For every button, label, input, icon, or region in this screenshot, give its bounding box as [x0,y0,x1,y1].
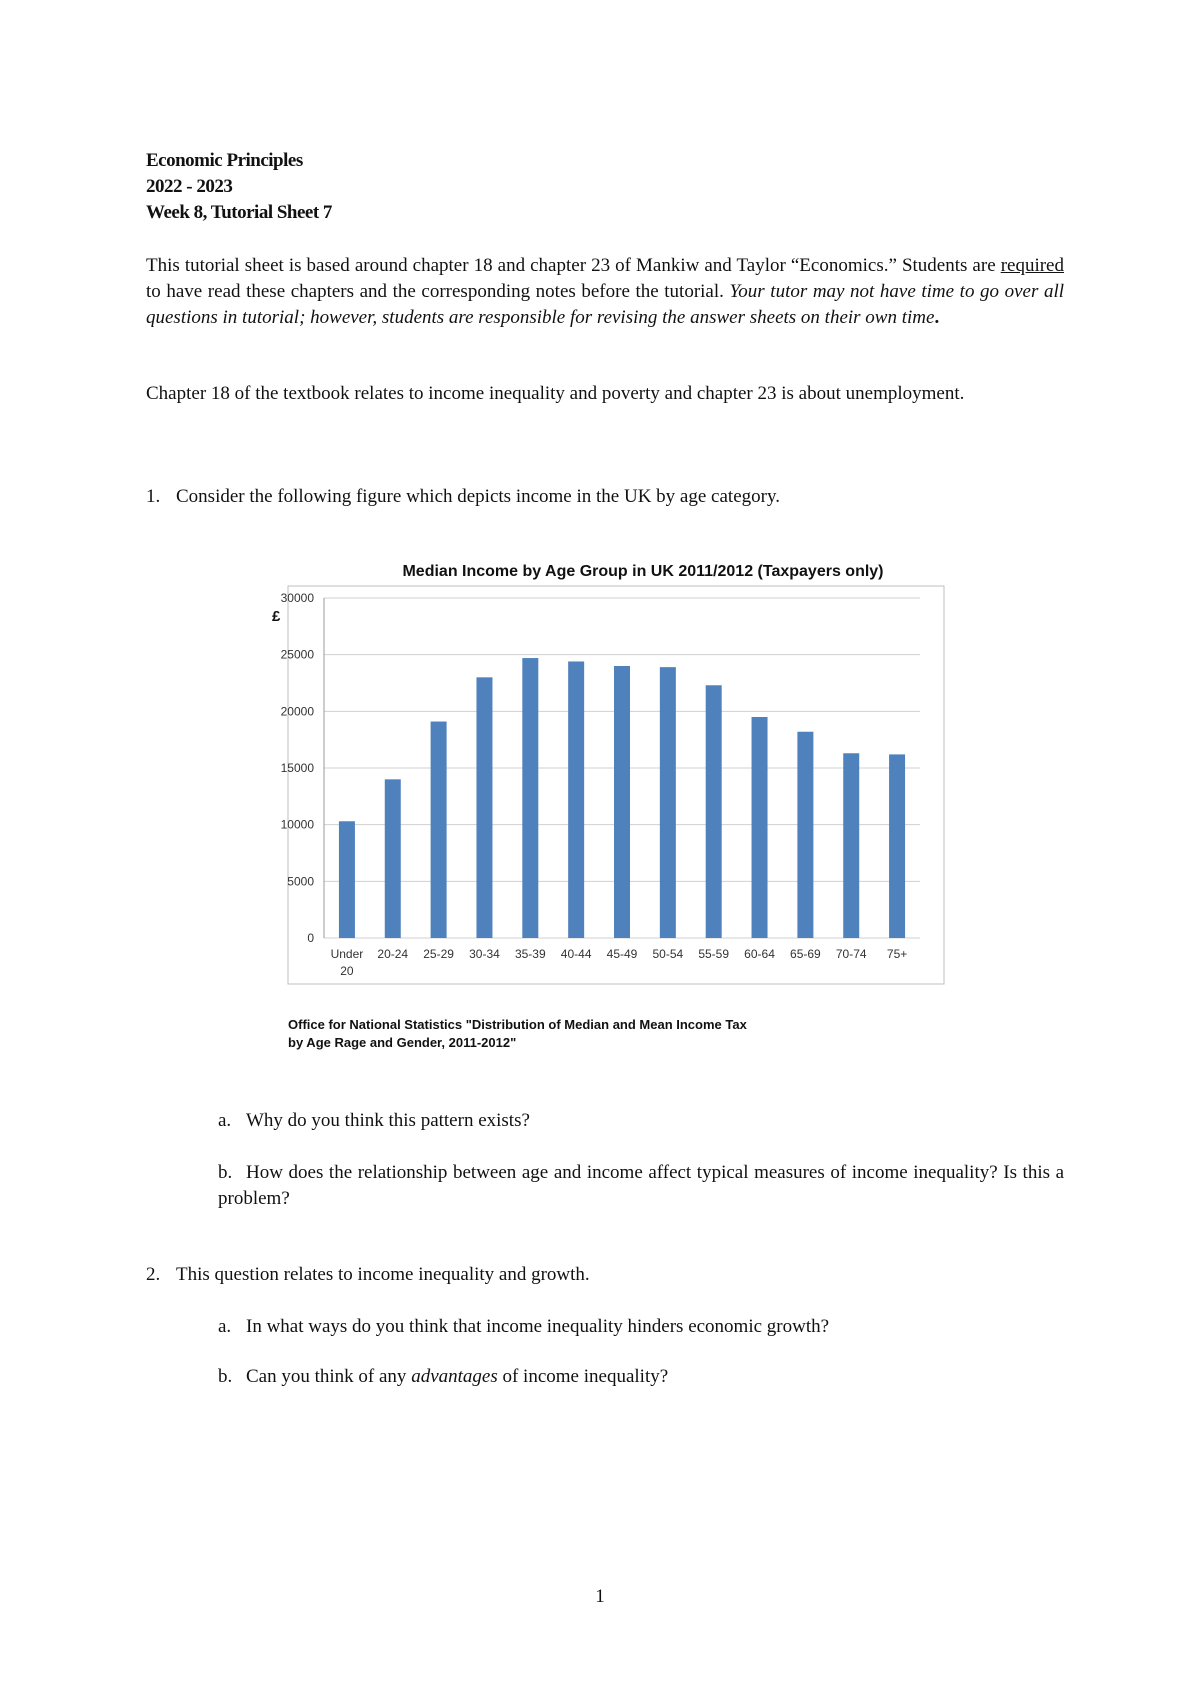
x-tick-label: 70-74 [835,947,867,961]
x-tick-label: 60-64 [744,947,775,961]
question-1b-label: b. [218,1162,233,1183]
question-2b-italic: advantages [411,1366,498,1387]
question-1-number: 1. [146,486,161,507]
chart-source-line-1: Office for National Statistics "Distribution of Median and Mean Income Tax [288,1017,747,1032]
question-1-text: Consider the following figure which depicts income in the UK by age category. [176,486,780,507]
page-number: 1 [595,1586,605,1607]
chart-title: Median Income by Age Group in UK 2011/2012 (Taxpayers only) [402,563,884,580]
bar-30-34 [476,677,492,938]
chapter-paragraph: Chapter 18 of the textbook relates to income inequality and poverty and chapter 23 is about unemployment. [146,383,965,404]
y-tick-label: 15000 [280,761,314,775]
x-tick-label: 75+ [886,947,908,961]
intro-text-b: to have read these chapters and the corresponding notes before the tutorial. [146,281,730,302]
question-1a-text: Why do you think this pattern exists? [246,1110,530,1131]
bar-20-24 [385,779,401,938]
question-2b [218,1364,1064,1390]
y-tick-label: 20000 [280,704,314,719]
question-1a-label: a. [218,1110,232,1131]
required-word: required [1000,255,1064,276]
bar-35-39 [522,658,538,938]
x-tick-label: 40-44 [560,947,592,961]
question-2b-label: b. [218,1366,233,1387]
x-tick-label: Under [330,947,364,961]
bar-55-59 [706,685,722,938]
chart-source-line-2: by Age Rage and Gender, 2011-2012" [288,1035,517,1050]
question-1b [218,1160,1064,1212]
y-tick-label: 25000 [280,647,314,662]
x-tick-label: 50-54 [652,947,684,961]
x-tick-label: 20 [340,964,354,978]
bar-45-49 [614,666,630,938]
x-tick-label: 25-29 [423,947,454,961]
y-tick-label: 0 [307,931,314,945]
x-tick-label: 20-24 [377,947,409,961]
y-tick-label: 5000 [287,874,314,889]
bar-60-64 [752,717,768,938]
bar-70-74 [843,753,859,938]
question-1b-text: How does the relationship between age and income affect typical measures of income inequality? Is this a problem? [218,1162,1064,1209]
intro-period: . [934,307,940,328]
bar-under-20 [339,821,355,938]
x-tick-label: 65-69 [790,947,821,961]
question-2-number: 2. [146,1264,161,1285]
intro-italic-note: Your tutor may not have time to go over all questions in tutorial; however, students are responsible for revising the answer sheets on their own time [146,281,1065,328]
question-2a-text: In what ways do you think that income inequality hinders economic growth? [246,1316,830,1337]
intro-text-a: This tutorial sheet is based around chapter 18 and chapter 23 of Mankiw and Taylor “Economics.” Students are [146,255,1001,276]
question-2a [218,1314,1064,1340]
bar-65-69 [797,732,813,938]
question-2 [146,1262,590,1288]
academic-year: 2022 - 2023 [146,176,233,197]
x-tick-label: 55-59 [698,947,730,961]
course-title: Economic Principles [146,150,303,171]
bar-50-54 [660,667,676,938]
income-chart [260,556,960,1056]
document-header [146,148,332,226]
intro-paragraph [146,253,1064,331]
x-tick-label: 30-34 [469,947,500,961]
x-tick-label: 35-39 [514,947,546,961]
y-tick-label: 30000 [280,591,314,605]
x-tick-label: 45-49 [606,947,638,961]
bar-25-29 [431,722,447,938]
bar-40-44 [568,661,584,938]
question-2-text: This question relates to income inequality and growth. [176,1264,590,1285]
chart-y-axis-label: £ [272,608,281,625]
question-1a [218,1108,1064,1134]
question-2b-text-a: Can you think of any [246,1366,412,1387]
bar-75- [889,754,905,938]
chart-svg [260,556,960,1016]
sheet-title: Week 8, Tutorial Sheet 7 [146,202,332,223]
y-tick-label: 10000 [280,817,314,832]
chart-source [288,1016,747,1052]
question-2b-text-b: of income inequality? [497,1366,669,1387]
question-2a-label: a. [218,1316,232,1337]
question-1 [146,484,780,510]
